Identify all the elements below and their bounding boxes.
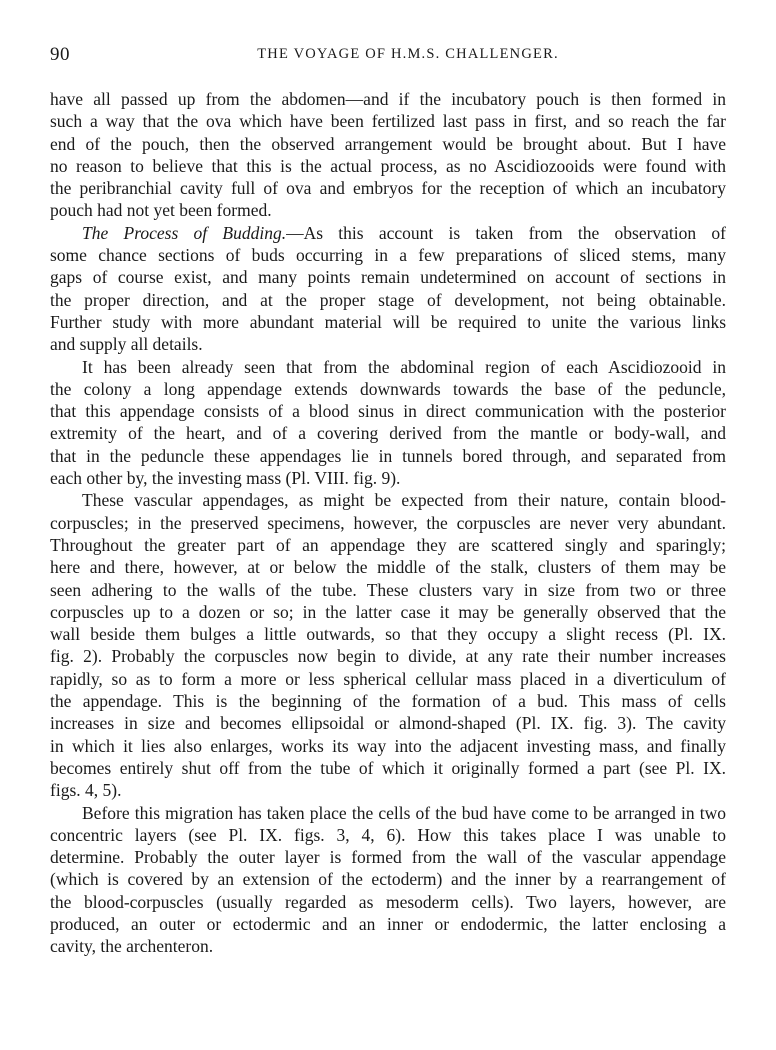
text-line: Further study with more abundant material will be required to unite the various links bbox=[50, 311, 726, 332]
text-line: some chance sections of buds occurring in a few preparations of sliced stems, many bbox=[50, 245, 726, 266]
text-line: corpuscles up to a dozen or so; in the latter case it may be generally observed that the bbox=[50, 601, 726, 622]
text-line: wall beside them bulges a little outwards, so that they occupy a slight recess (Pl. IX. bbox=[50, 624, 726, 645]
text-line: that in the peduncle these appendages lie in tunnels bored through, and separated from bbox=[50, 445, 726, 466]
text-line: cavity, the archenteron. bbox=[50, 936, 214, 957]
section-heading: The Process of Budding. bbox=[82, 222, 287, 243]
text-line: (which is covered by an extension of the ectoderm) and the inner by a rearrangement of bbox=[50, 869, 726, 890]
paragraph-4 bbox=[50, 489, 726, 801]
text-line: figs. 4, 5). bbox=[50, 780, 122, 801]
text-line: each other by, the investing mass (Pl. VIII. fig. 9). bbox=[50, 468, 401, 489]
page-header bbox=[50, 44, 726, 68]
text-line: have all passed up from the abdomen—and if the incubatory pouch is then formed in bbox=[50, 89, 726, 109]
page-number: 90 bbox=[50, 44, 70, 65]
text-line: no reason to believe that this is the actual process, as no Ascidiozooids were found with bbox=[50, 155, 726, 176]
text-line: It has been already seen that from the abdominal region of each Ascidiozooid in bbox=[82, 356, 726, 377]
text-line-rest: —As this account is taken from the observation of bbox=[286, 222, 726, 243]
text-line: such a way that the ova which have been fertilized last pass in first, and so reach the far bbox=[50, 111, 726, 132]
text-line: the blood-corpuscles (usually regarded as mesoderm cells). Two layers, however, are bbox=[50, 891, 726, 912]
text-line: concentric layers (see Pl. IX. figs. 3, 4, 6). How this takes place I was unable to bbox=[50, 824, 726, 845]
body-text bbox=[50, 88, 726, 958]
text-line: fig. 2). Probably the corpuscles now begin to divide, at any rate their number increases bbox=[50, 646, 726, 667]
text-line: end of the pouch, then the observed arrangement would be brought about. But I have bbox=[50, 133, 726, 154]
text-line: Before this migration has taken place the cells of the bud have come to be arranged in two bbox=[82, 802, 726, 823]
text-line: that this appendage consists of a blood sinus in direct communication with the posterior bbox=[50, 401, 726, 422]
paragraph-3 bbox=[50, 356, 726, 490]
text-line: increases in size and becomes ellipsoidal or almond-shaped (Pl. IX. fig. 3). The cavity bbox=[50, 713, 726, 734]
text-line: rapidly, so as to form a more or less spherical cellular mass placed in a diverticulum of bbox=[50, 668, 726, 689]
text-line: produced, an outer or ectodermic and an inner or endodermic, the latter enclosing a bbox=[50, 913, 726, 934]
text-line: the colony a long appendage extends downwards towards the base of the peduncle, bbox=[50, 378, 726, 399]
text-line: Throughout the greater part of an appendage they are scattered singly and sparingly; bbox=[50, 534, 726, 555]
text-line: extremity of the heart, and of a covering derived from the mantle or body-wall, and bbox=[50, 423, 726, 444]
text-line bbox=[50, 222, 726, 244]
paragraph-5 bbox=[50, 802, 726, 958]
text-line: corpuscles; in the preserved specimens, however, the corpuscles are never very abundant. bbox=[50, 512, 726, 533]
text-line: gaps of course exist, and many points remain undetermined on account of sections in bbox=[50, 267, 726, 288]
running-head: THE VOYAGE OF H.M.S. CHALLENGER. bbox=[257, 46, 559, 62]
text-line: the appendage. This is the beginning of the formation of a bud. This mass of cells bbox=[50, 691, 726, 712]
text-line: pouch had not yet been formed. bbox=[50, 200, 272, 221]
text-line: becomes entirely shut off from the tube of which it originally formed a part (see Pl. IX. bbox=[50, 757, 726, 778]
text-line: determine. Probably the outer layer is formed from the wall of the vascular appendage bbox=[50, 847, 726, 868]
paragraph-1 bbox=[50, 88, 726, 222]
text-line: the peribranchial cavity full of ova and embryos for the reception of which an incubatory bbox=[50, 178, 726, 199]
text-line: in which it lies also enlarges, works its way into the adjacent investing mass, and finally bbox=[50, 735, 726, 756]
paragraph-2 bbox=[50, 222, 726, 356]
text-line: seen adhering to the walls of the tube. These clusters vary in size from two or three bbox=[50, 579, 726, 600]
text-line: here and there, however, at or below the middle of the stalk, clusters of them may be bbox=[50, 557, 726, 578]
text-line: the proper direction, and at the proper stage of development, not being obtainable. bbox=[50, 289, 726, 310]
text-line: and supply all details. bbox=[50, 334, 203, 355]
text-line: These vascular appendages, as might be expected from their nature, contain blood- bbox=[82, 490, 726, 511]
